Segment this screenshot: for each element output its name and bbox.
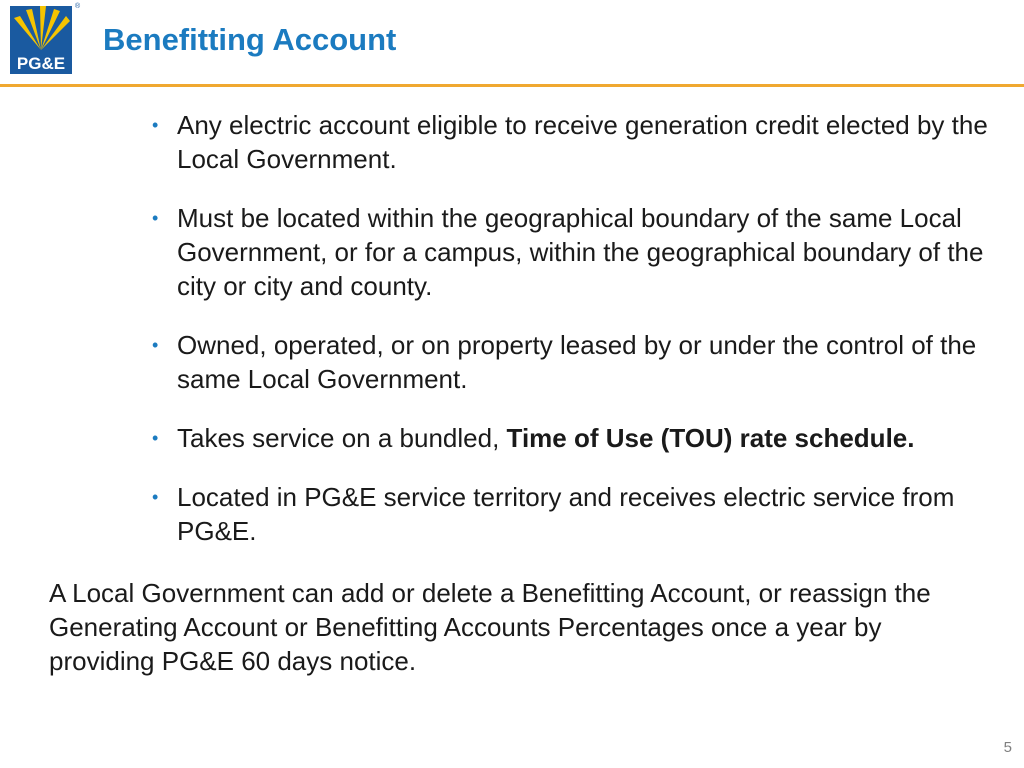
pge-logo-icon: [10, 6, 72, 74]
bullet-item-5: [152, 480, 1002, 548]
bullet-marker: •: [152, 487, 159, 507]
bullet-text: Located in PG&E service territory and receives electric service from PG&E.: [177, 482, 955, 546]
pge-logo: [10, 6, 72, 74]
registered-mark: ®: [75, 3, 81, 10]
bullet-text: Any electric account eligible to receive generation credit elected by the Local Government.: [177, 110, 988, 174]
bullet-item-3: [152, 328, 1002, 396]
bullet-marker: •: [152, 428, 159, 448]
bullet-text: Owned, operated, or on property leased by or under the control of the same Local Government.: [177, 330, 977, 394]
bullet-item-1: [152, 108, 1002, 176]
bullet-marker: •: [152, 335, 159, 355]
page-number: 5: [1003, 739, 1012, 756]
bullet-item-4: [152, 421, 1002, 455]
bullet-text: Must be located within the geographical boundary of the same Local Government, or for a campus, within the geographical boundary of the city or city and county.: [177, 203, 984, 301]
bullet-marker: •: [152, 115, 159, 135]
logo-text: PG&E: [16, 54, 66, 73]
body-paragraph: A Local Government can add or delete a Benefitting Account, or reassign the Generating Account or Benefitting Accounts Percentages once a year by providing PG&E 60 days notice.: [49, 578, 931, 676]
bullet-text: Takes service on a bundled,: [177, 423, 507, 453]
header-divider: [0, 84, 1024, 87]
bullet-marker: •: [152, 208, 159, 228]
page-title: Benefitting Account: [103, 22, 397, 57]
bullet-list: [152, 108, 1002, 573]
bullet-bold-text: Time of Use (TOU) rate schedule.: [506, 423, 915, 453]
bullet-item-2: [152, 201, 1002, 303]
